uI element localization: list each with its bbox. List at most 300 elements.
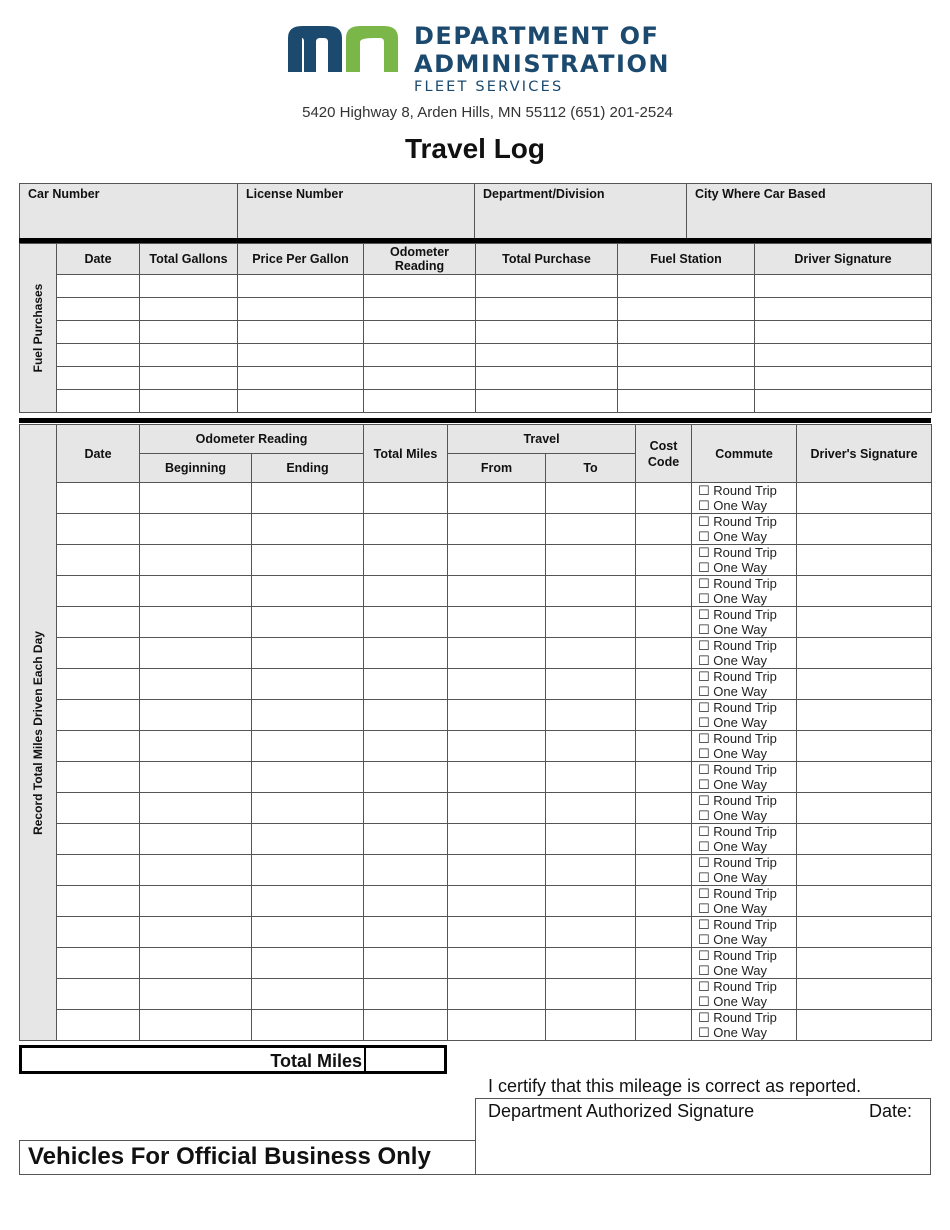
miles-cell[interactable] bbox=[636, 948, 692, 979]
fuel-cell[interactable] bbox=[140, 344, 238, 367]
commute-cell bbox=[692, 979, 797, 1010]
miles-row bbox=[20, 824, 932, 855]
miles-cell[interactable] bbox=[448, 824, 546, 855]
miles-cell[interactable] bbox=[448, 638, 546, 669]
one-way-checkbox[interactable]: ☐ One Way bbox=[698, 498, 767, 513]
one-way-checkbox[interactable]: ☐ One Way bbox=[698, 777, 767, 792]
fuel-cell[interactable] bbox=[476, 367, 618, 390]
fuel-cell[interactable] bbox=[238, 367, 364, 390]
miles-cell[interactable] bbox=[140, 1010, 252, 1041]
miles-cell[interactable] bbox=[546, 700, 636, 731]
miles-cell[interactable] bbox=[636, 514, 692, 545]
miles-cell[interactable] bbox=[636, 638, 692, 669]
fuel-cell[interactable] bbox=[618, 344, 755, 367]
commute-header: Commute bbox=[692, 425, 797, 483]
fuel-row bbox=[20, 390, 932, 413]
miles-cell[interactable] bbox=[57, 638, 140, 669]
miles-cell[interactable] bbox=[636, 669, 692, 700]
miles-cell[interactable] bbox=[448, 886, 546, 917]
one-way-checkbox[interactable]: ☐ One Way bbox=[698, 870, 767, 885]
fuel-row bbox=[20, 367, 932, 390]
miles-cell[interactable] bbox=[546, 855, 636, 886]
commute-cell bbox=[692, 514, 797, 545]
miles-cell[interactable] bbox=[636, 545, 692, 576]
driver-signature-cell[interactable] bbox=[797, 824, 932, 855]
miles-cell[interactable] bbox=[636, 483, 692, 514]
fuel-cell[interactable] bbox=[238, 390, 364, 413]
miles-row bbox=[20, 762, 932, 793]
one-way-checkbox[interactable]: ☐ One Way bbox=[698, 622, 767, 637]
fuel-cell[interactable] bbox=[755, 367, 932, 390]
commute-cell bbox=[692, 731, 797, 762]
fuel-cell[interactable] bbox=[755, 275, 932, 298]
miles-row bbox=[20, 607, 932, 638]
miles-cell[interactable] bbox=[448, 607, 546, 638]
one-way-checkbox[interactable]: ☐ One Way bbox=[698, 901, 767, 916]
fuel-cell[interactable] bbox=[755, 298, 932, 321]
fuel-cell[interactable] bbox=[618, 367, 755, 390]
round-trip-checkbox[interactable]: ☐ Round Trip bbox=[698, 669, 777, 684]
miles-cell[interactable] bbox=[364, 793, 448, 824]
miles-cell[interactable] bbox=[364, 483, 448, 514]
org-name-line3: FLEET SERVICES bbox=[414, 79, 564, 95]
fuel-cell[interactable] bbox=[364, 298, 476, 321]
one-way-checkbox[interactable]: ☐ One Way bbox=[698, 529, 767, 544]
miles-cell[interactable] bbox=[546, 793, 636, 824]
commute-cell bbox=[692, 576, 797, 607]
round-trip-checkbox[interactable]: ☐ Round Trip bbox=[698, 514, 777, 529]
fuel-cell[interactable] bbox=[57, 390, 140, 413]
fuel-cell[interactable] bbox=[140, 298, 238, 321]
driver-signature-cell[interactable] bbox=[797, 669, 932, 700]
fuel-cell[interactable] bbox=[238, 298, 364, 321]
miles-cell[interactable] bbox=[364, 669, 448, 700]
driver-signature-cell[interactable] bbox=[797, 979, 932, 1010]
miles-cell[interactable] bbox=[57, 1010, 140, 1041]
miles-cell[interactable] bbox=[57, 948, 140, 979]
one-way-checkbox[interactable]: ☐ One Way bbox=[698, 560, 767, 575]
miles-row bbox=[20, 855, 932, 886]
fuel-column-header: Total Purchase bbox=[476, 244, 618, 275]
fuel-cell[interactable] bbox=[238, 344, 364, 367]
miles-cell[interactable] bbox=[140, 607, 252, 638]
driver-signature-cell[interactable] bbox=[797, 855, 932, 886]
round-trip-checkbox[interactable]: ☐ Round Trip bbox=[698, 948, 777, 963]
cost-code-header: Cost Code bbox=[636, 425, 692, 483]
miles-row bbox=[20, 948, 932, 979]
miles-cell[interactable] bbox=[546, 824, 636, 855]
fuel-purchases-side-label: Fuel Purchases bbox=[20, 244, 57, 413]
miles-row bbox=[20, 1010, 932, 1041]
commute-cell bbox=[692, 948, 797, 979]
one-way-checkbox[interactable]: ☐ One Way bbox=[698, 963, 767, 978]
license-number-label: License Number bbox=[246, 187, 344, 201]
miles-cell[interactable] bbox=[364, 576, 448, 607]
miles-cell[interactable] bbox=[364, 855, 448, 886]
miles-cell[interactable] bbox=[252, 638, 364, 669]
total-miles-box bbox=[19, 1045, 447, 1074]
department-division-label: Department/Division bbox=[483, 187, 605, 201]
fuel-cell[interactable] bbox=[618, 298, 755, 321]
miles-cell[interactable] bbox=[57, 731, 140, 762]
miles-cell[interactable] bbox=[57, 762, 140, 793]
miles-cell[interactable] bbox=[140, 669, 252, 700]
miles-cell[interactable] bbox=[252, 917, 364, 948]
miles-cell[interactable] bbox=[364, 700, 448, 731]
fuel-cell[interactable] bbox=[140, 275, 238, 298]
miles-cell[interactable] bbox=[57, 979, 140, 1010]
fuel-cell[interactable] bbox=[476, 344, 618, 367]
miles-cell[interactable] bbox=[448, 731, 546, 762]
fuel-cell[interactable] bbox=[476, 321, 618, 344]
driver-signature-cell[interactable] bbox=[797, 793, 932, 824]
org-name-line2: ADMINISTRATION bbox=[414, 50, 670, 78]
department-signature-label: Department Authorized Signature bbox=[488, 1101, 755, 1121]
miles-cell[interactable] bbox=[252, 762, 364, 793]
round-trip-checkbox[interactable]: ☐ Round Trip bbox=[698, 886, 777, 901]
miles-row bbox=[20, 917, 932, 948]
miles-cell[interactable] bbox=[252, 514, 364, 545]
commute-cell bbox=[692, 700, 797, 731]
miles-cell[interactable] bbox=[636, 855, 692, 886]
miles-row bbox=[20, 793, 932, 824]
driver-signature-cell[interactable] bbox=[797, 948, 932, 979]
miles-cell[interactable] bbox=[448, 545, 546, 576]
fuel-cell[interactable] bbox=[238, 321, 364, 344]
miles-cell[interactable] bbox=[57, 917, 140, 948]
driver-signature-cell[interactable] bbox=[797, 483, 932, 514]
miles-row bbox=[20, 979, 932, 1010]
miles-cell[interactable] bbox=[252, 545, 364, 576]
fuel-cell[interactable] bbox=[57, 367, 140, 390]
miles-cell[interactable] bbox=[57, 669, 140, 700]
department-signature-box[interactable] bbox=[475, 1098, 931, 1175]
miles-cell[interactable] bbox=[636, 824, 692, 855]
miles-cell[interactable] bbox=[636, 979, 692, 1010]
miles-cell[interactable] bbox=[57, 514, 140, 545]
fuel-column-header: Date bbox=[57, 244, 140, 275]
driver-signature-cell[interactable] bbox=[797, 700, 932, 731]
total-miles-header: Total Miles bbox=[364, 425, 448, 483]
fuel-cell[interactable] bbox=[618, 321, 755, 344]
round-trip-checkbox[interactable]: ☐ Round Trip bbox=[698, 545, 777, 560]
miles-cell[interactable] bbox=[252, 607, 364, 638]
miles-cell[interactable] bbox=[57, 886, 140, 917]
car-number-field[interactable] bbox=[20, 184, 238, 246]
miles-cell[interactable] bbox=[546, 731, 636, 762]
driver-signature-cell[interactable] bbox=[797, 917, 932, 948]
miles-cell[interactable] bbox=[57, 700, 140, 731]
miles-cell[interactable] bbox=[546, 979, 636, 1010]
miles-row bbox=[20, 731, 932, 762]
commute-cell bbox=[692, 917, 797, 948]
fuel-cell[interactable] bbox=[364, 344, 476, 367]
fuel-column-header: Driver Signature bbox=[755, 244, 932, 275]
miles-cell[interactable] bbox=[448, 576, 546, 607]
miles-cell[interactable] bbox=[546, 545, 636, 576]
date-header: Date bbox=[57, 425, 140, 483]
org-name-line1: DEPARTMENT OF bbox=[414, 22, 660, 50]
miles-cell[interactable] bbox=[448, 483, 546, 514]
miles-cell[interactable] bbox=[448, 762, 546, 793]
round-trip-checkbox[interactable]: ☐ Round Trip bbox=[698, 824, 777, 839]
commute-cell bbox=[692, 669, 797, 700]
fuel-cell[interactable] bbox=[476, 298, 618, 321]
fuel-cell[interactable] bbox=[140, 367, 238, 390]
city-car-based-label: City Where Car Based bbox=[695, 187, 826, 201]
miles-cell[interactable] bbox=[636, 1010, 692, 1041]
miles-cell[interactable] bbox=[448, 948, 546, 979]
miles-cell[interactable] bbox=[546, 917, 636, 948]
fuel-column-header: Fuel Station bbox=[618, 244, 755, 275]
miles-row bbox=[20, 669, 932, 700]
commute-cell bbox=[692, 483, 797, 514]
miles-cell[interactable] bbox=[252, 483, 364, 514]
miles-cell[interactable] bbox=[364, 917, 448, 948]
miles-cell[interactable] bbox=[364, 731, 448, 762]
fuel-cell[interactable] bbox=[364, 390, 476, 413]
commute-cell bbox=[692, 793, 797, 824]
miles-cell[interactable] bbox=[252, 886, 364, 917]
miles-row bbox=[20, 700, 932, 731]
round-trip-checkbox[interactable]: ☐ Round Trip bbox=[698, 638, 777, 653]
fuel-cell[interactable] bbox=[618, 390, 755, 413]
miles-cell[interactable] bbox=[546, 514, 636, 545]
driver-signature-cell[interactable] bbox=[797, 576, 932, 607]
miles-cell[interactable] bbox=[140, 638, 252, 669]
page-title: Travel Log bbox=[404, 133, 546, 164]
round-trip-checkbox[interactable]: ☐ Round Trip bbox=[698, 576, 777, 591]
fuel-row bbox=[20, 298, 932, 321]
miles-cell[interactable] bbox=[252, 979, 364, 1010]
fuel-cell[interactable] bbox=[755, 390, 932, 413]
miles-cell[interactable] bbox=[252, 793, 364, 824]
fuel-cell[interactable] bbox=[140, 321, 238, 344]
fuel-purchases-table bbox=[19, 243, 932, 413]
department-division-field[interactable] bbox=[475, 184, 687, 246]
round-trip-checkbox[interactable]: ☐ Round Trip bbox=[698, 700, 777, 715]
commute-cell bbox=[692, 762, 797, 793]
fuel-cell[interactable] bbox=[57, 344, 140, 367]
license-number-field[interactable] bbox=[238, 184, 475, 246]
miles-cell[interactable] bbox=[57, 607, 140, 638]
miles-cell[interactable] bbox=[546, 948, 636, 979]
miles-cell[interactable] bbox=[57, 483, 140, 514]
fuel-cell[interactable] bbox=[476, 390, 618, 413]
driver-signature-cell[interactable] bbox=[797, 638, 932, 669]
fuel-cell[interactable] bbox=[364, 321, 476, 344]
miles-cell[interactable] bbox=[140, 700, 252, 731]
round-trip-checkbox[interactable]: ☐ Round Trip bbox=[698, 793, 777, 808]
round-trip-checkbox[interactable]: ☐ Round Trip bbox=[698, 1010, 777, 1025]
fuel-cell[interactable] bbox=[618, 275, 755, 298]
driver-signature-cell[interactable] bbox=[797, 514, 932, 545]
miles-row bbox=[20, 514, 932, 545]
fuel-row bbox=[20, 275, 932, 298]
miles-cell[interactable] bbox=[448, 793, 546, 824]
mn-logo bbox=[288, 24, 400, 74]
miles-cell[interactable] bbox=[546, 607, 636, 638]
miles-cell[interactable] bbox=[546, 669, 636, 700]
miles-cell[interactable] bbox=[546, 1010, 636, 1041]
miles-cell[interactable] bbox=[364, 545, 448, 576]
miles-cell[interactable] bbox=[140, 514, 252, 545]
miles-cell[interactable] bbox=[140, 576, 252, 607]
to-header: To bbox=[546, 454, 636, 483]
miles-cell[interactable] bbox=[364, 1010, 448, 1041]
miles-cell[interactable] bbox=[140, 731, 252, 762]
odometer-header: Odometer Reading bbox=[140, 425, 364, 454]
round-trip-checkbox[interactable]: ☐ Round Trip bbox=[698, 731, 777, 746]
miles-cell[interactable] bbox=[448, 514, 546, 545]
miles-cell[interactable] bbox=[364, 886, 448, 917]
one-way-checkbox[interactable]: ☐ One Way bbox=[698, 684, 767, 699]
miles-cell[interactable] bbox=[636, 886, 692, 917]
fuel-cell[interactable] bbox=[57, 321, 140, 344]
miles-cell[interactable] bbox=[140, 948, 252, 979]
one-way-checkbox[interactable]: ☐ One Way bbox=[698, 715, 767, 730]
commute-cell bbox=[692, 1010, 797, 1041]
round-trip-checkbox[interactable]: ☐ Round Trip bbox=[698, 607, 777, 622]
one-way-checkbox[interactable]: ☐ One Way bbox=[698, 932, 767, 947]
miles-cell[interactable] bbox=[448, 917, 546, 948]
fuel-cell[interactable] bbox=[57, 275, 140, 298]
miles-cell[interactable] bbox=[636, 576, 692, 607]
miles-cell[interactable] bbox=[252, 824, 364, 855]
round-trip-checkbox[interactable]: ☐ Round Trip bbox=[698, 855, 777, 870]
miles-cell[interactable] bbox=[140, 979, 252, 1010]
one-way-checkbox[interactable]: ☐ One Way bbox=[698, 839, 767, 854]
miles-cell[interactable] bbox=[546, 762, 636, 793]
fuel-row bbox=[20, 344, 932, 367]
driver-signature-cell[interactable] bbox=[797, 1010, 932, 1041]
miles-cell[interactable] bbox=[252, 731, 364, 762]
miles-cell[interactable] bbox=[252, 948, 364, 979]
fuel-cell[interactable] bbox=[238, 275, 364, 298]
driver-signature-cell[interactable] bbox=[797, 762, 932, 793]
signature-date-label: Date: bbox=[868, 1101, 912, 1121]
fuel-cell[interactable] bbox=[140, 390, 238, 413]
miles-cell[interactable] bbox=[252, 669, 364, 700]
fuel-column-header: Price Per Gallon bbox=[238, 244, 364, 275]
official-business-notice: Vehicles For Official Business Only bbox=[19, 1140, 476, 1175]
miles-cell[interactable] bbox=[546, 576, 636, 607]
miles-cell[interactable] bbox=[57, 824, 140, 855]
driver-signature-cell[interactable] bbox=[797, 731, 932, 762]
miles-cell[interactable] bbox=[252, 576, 364, 607]
miles-cell[interactable] bbox=[140, 855, 252, 886]
fuel-cell[interactable] bbox=[364, 275, 476, 298]
one-way-checkbox[interactable]: ☐ One Way bbox=[698, 653, 767, 668]
round-trip-checkbox[interactable]: ☐ Round Trip bbox=[698, 917, 777, 932]
miles-cell[interactable] bbox=[546, 638, 636, 669]
fuel-cell[interactable] bbox=[476, 275, 618, 298]
miles-cell[interactable] bbox=[364, 607, 448, 638]
travel-header: Travel bbox=[448, 425, 636, 454]
one-way-checkbox[interactable]: ☐ One Way bbox=[698, 591, 767, 606]
commute-cell bbox=[692, 545, 797, 576]
round-trip-checkbox[interactable]: ☐ Round Trip bbox=[698, 762, 777, 777]
miles-cell[interactable] bbox=[140, 762, 252, 793]
miles-side-label: Record Total Miles Driven Each Day bbox=[20, 425, 57, 1041]
drivers-signature-header: Driver's Signature bbox=[797, 425, 932, 483]
miles-cell[interactable] bbox=[364, 979, 448, 1010]
miles-cell[interactable] bbox=[57, 576, 140, 607]
miles-cell[interactable] bbox=[448, 855, 546, 886]
certify-statement: I certify that this mileage is correct as reported. bbox=[488, 1076, 862, 1096]
total-miles-label: Total Miles bbox=[270, 1051, 362, 1071]
miles-cell[interactable] bbox=[57, 855, 140, 886]
miles-cell[interactable] bbox=[448, 669, 546, 700]
commute-cell bbox=[692, 607, 797, 638]
miles-cell[interactable] bbox=[636, 793, 692, 824]
miles-cell[interactable] bbox=[140, 824, 252, 855]
section-divider bbox=[19, 418, 931, 423]
miles-cell[interactable] bbox=[140, 886, 252, 917]
driver-signature-cell[interactable] bbox=[797, 607, 932, 638]
miles-cell[interactable] bbox=[140, 545, 252, 576]
one-way-checkbox[interactable]: ☐ One Way bbox=[698, 746, 767, 761]
city-car-based-field[interactable] bbox=[687, 184, 932, 246]
fuel-column-header: Odometer Reading bbox=[364, 244, 476, 275]
miles-cell[interactable] bbox=[364, 514, 448, 545]
round-trip-checkbox[interactable]: ☐ Round Trip bbox=[698, 483, 777, 498]
miles-cell[interactable] bbox=[448, 700, 546, 731]
round-trip-checkbox[interactable]: ☐ Round Trip bbox=[698, 979, 777, 994]
miles-cell[interactable] bbox=[364, 762, 448, 793]
driver-signature-cell[interactable] bbox=[797, 545, 932, 576]
fuel-cell[interactable] bbox=[364, 367, 476, 390]
miles-row bbox=[20, 638, 932, 669]
miles-cell[interactable] bbox=[364, 948, 448, 979]
miles-cell[interactable] bbox=[252, 855, 364, 886]
one-way-checkbox[interactable]: ☐ One Way bbox=[698, 808, 767, 823]
fuel-cell[interactable] bbox=[755, 344, 932, 367]
commute-cell bbox=[692, 855, 797, 886]
miles-cell[interactable] bbox=[140, 917, 252, 948]
info-fields-table bbox=[19, 183, 932, 246]
miles-row bbox=[20, 545, 932, 576]
miles-cell[interactable] bbox=[252, 700, 364, 731]
miles-cell[interactable] bbox=[448, 1010, 546, 1041]
one-way-checkbox[interactable]: ☐ One Way bbox=[698, 994, 767, 1009]
miles-row bbox=[20, 483, 932, 514]
miles-cell[interactable] bbox=[57, 793, 140, 824]
miles-cell[interactable] bbox=[546, 483, 636, 514]
driver-signature-cell[interactable] bbox=[797, 886, 932, 917]
miles-cell[interactable] bbox=[636, 607, 692, 638]
miles-cell[interactable] bbox=[57, 545, 140, 576]
miles-cell[interactable] bbox=[636, 762, 692, 793]
fuel-cell[interactable] bbox=[57, 298, 140, 321]
one-way-checkbox[interactable]: ☐ One Way bbox=[698, 1025, 767, 1040]
miles-cell[interactable] bbox=[140, 793, 252, 824]
commute-cell bbox=[692, 638, 797, 669]
from-header: From bbox=[448, 454, 546, 483]
miles-cell[interactable] bbox=[636, 917, 692, 948]
miles-cell[interactable] bbox=[252, 1010, 364, 1041]
daily-miles-table bbox=[19, 424, 932, 1041]
miles-cell[interactable] bbox=[448, 979, 546, 1010]
miles-cell[interactable] bbox=[546, 886, 636, 917]
miles-cell[interactable] bbox=[636, 700, 692, 731]
miles-cell[interactable] bbox=[140, 483, 252, 514]
miles-cell[interactable] bbox=[364, 638, 448, 669]
miles-cell[interactable] bbox=[636, 731, 692, 762]
fuel-cell[interactable] bbox=[755, 321, 932, 344]
fuel-column-header: Total Gallons bbox=[140, 244, 238, 275]
miles-cell[interactable] bbox=[364, 824, 448, 855]
